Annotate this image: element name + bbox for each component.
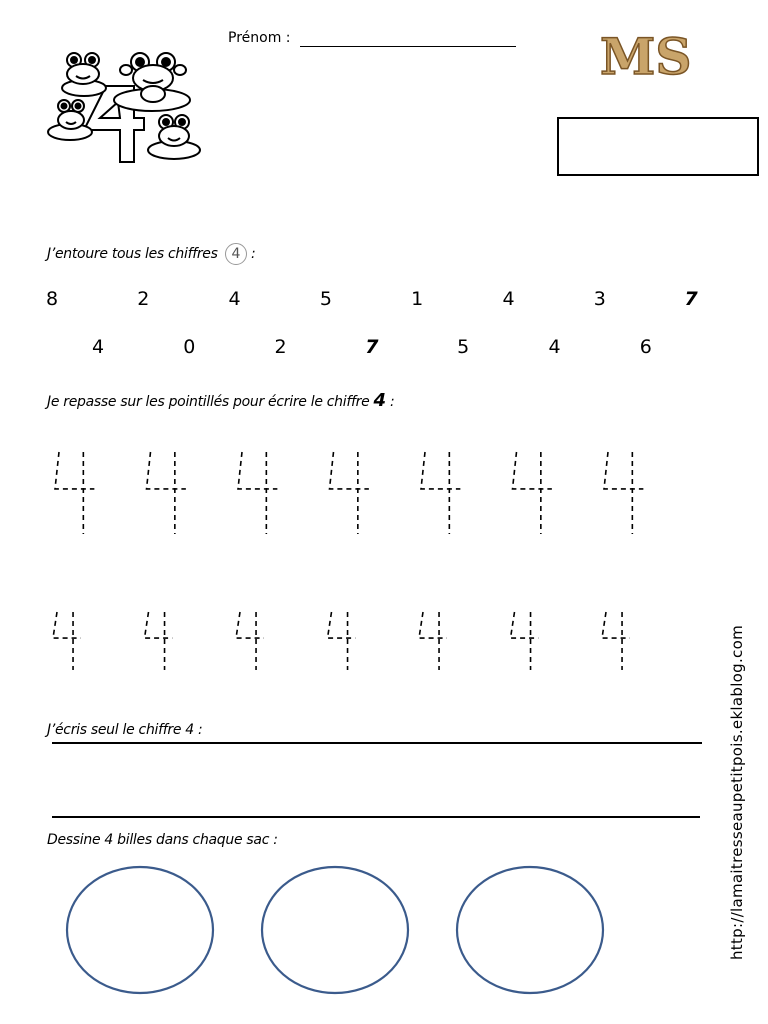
digit-8[interactable]: 8 (45, 288, 59, 310)
digit-3[interactable]: 3 (593, 288, 606, 310)
digit-1[interactable]: 1 (411, 288, 424, 310)
exercise3-instruction: J’écris seul le chiffre 4 : (47, 722, 203, 738)
digit-4[interactable]: 4 (91, 336, 105, 358)
digit-6[interactable]: 6 (639, 336, 652, 358)
dotted-four-row2-2[interactable] (145, 612, 173, 670)
exercise1-instruction-text: J’entoure tous les chiffres (47, 246, 218, 262)
exercise1-instruction (47, 243, 255, 265)
digit-7[interactable]: 7 (365, 336, 379, 358)
circled-digit: 4 (225, 243, 247, 265)
dotted-four-row1-6[interactable] (513, 452, 552, 534)
digit-2[interactable]: 2 (137, 288, 150, 310)
exercise2-digit: 4 (373, 390, 386, 411)
bag-2[interactable] (262, 867, 408, 993)
dotted-four-row2-5[interactable] (419, 612, 447, 670)
digit-4[interactable]: 4 (228, 288, 241, 310)
tracing-area[interactable] (0, 440, 700, 690)
exercise2-instruction-text: Je repasse sur les pointillés pour écrire le chiffre (47, 394, 370, 410)
bag-3[interactable] (457, 867, 603, 993)
exercise2-instruction (47, 390, 394, 411)
writing-line-1[interactable] (52, 742, 702, 744)
dotted-four-row2-6[interactable] (511, 612, 539, 670)
dotted-four-row2-7[interactable] (602, 612, 630, 670)
ms-logo (598, 28, 728, 84)
dotted-four-row1-2[interactable] (147, 452, 186, 534)
digit-5[interactable]: 5 (457, 336, 470, 358)
digit-4[interactable]: 4 (548, 336, 561, 358)
digit-0[interactable]: 0 (183, 336, 196, 358)
exercise1-suffix: : (250, 246, 256, 262)
answer-box[interactable] (557, 117, 759, 176)
digit-7[interactable]: 7 (684, 288, 698, 310)
digit-4[interactable]: 4 (502, 288, 515, 310)
prenom-label: Prénom : (228, 30, 291, 46)
dotted-four-row1-3[interactable] (238, 452, 277, 534)
dotted-four-row1-1[interactable] (55, 452, 94, 534)
frogs-on-four-illustration (44, 44, 204, 168)
bag-1[interactable] (67, 867, 213, 993)
dotted-four-row2-4[interactable] (328, 612, 356, 670)
writing-line-2[interactable] (52, 816, 700, 818)
prenom-line[interactable] (300, 46, 516, 47)
blog-url: http://lamaitresseaupetitpois.eklablog.com (728, 625, 746, 960)
exercise4-instruction: Dessine 4 billes dans chaque sac : (47, 832, 278, 848)
dotted-four-row1-4[interactable] (330, 452, 369, 534)
bags-area (0, 860, 640, 1010)
dotted-four-row1-5[interactable] (421, 452, 460, 534)
dotted-four-row2-1[interactable] (53, 612, 81, 670)
svg-text:MS: MS (600, 28, 692, 84)
digit-5[interactable]: 5 (319, 288, 332, 310)
dotted-four-row1-7[interactable] (604, 452, 643, 534)
dotted-four-row2-3[interactable] (236, 612, 264, 670)
digit-2[interactable]: 2 (274, 336, 287, 358)
exercise2-suffix: : (389, 394, 395, 410)
